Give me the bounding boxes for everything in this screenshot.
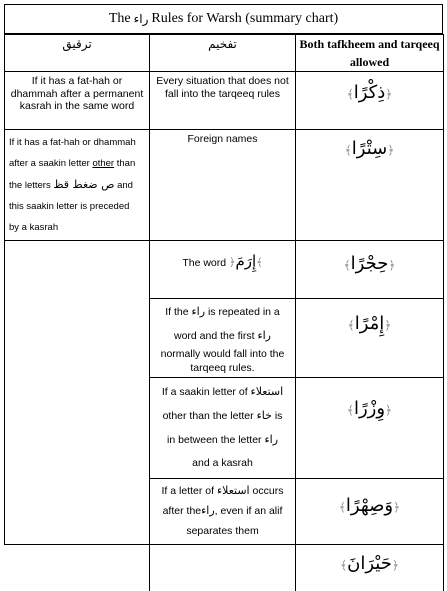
tarqeeq-cell: If it has a fat-hah or dhammah after a saakin letter other than the letters ص ضغط قظ and this saakin letter is preceded by a kasrah xyxy=(5,130,150,241)
both-cell xyxy=(296,545,444,591)
tafkheem-cell: Every situation that does not fall into the tarqeeq rules xyxy=(150,72,296,130)
both-cell xyxy=(296,378,444,479)
rule-row xyxy=(5,241,444,299)
tafkheem-cell: The word ﴿إِرَمَ﴾ xyxy=(150,241,296,299)
header-tarqeeq: ترقيق xyxy=(5,35,150,72)
title-prefix: The xyxy=(108,11,131,26)
tafkheem-cell: If a letter of استعلاء occurs after theراء, even if an alif separates them xyxy=(150,479,296,545)
quran-word: ﴿ذِكْرًا﴾ xyxy=(346,82,393,103)
header-both: Both tafkheem and tarqeeq allowed xyxy=(296,35,444,72)
tarqeeq-cell-empty xyxy=(5,545,150,591)
rule-row xyxy=(5,130,444,241)
both-cell xyxy=(296,72,444,130)
quran-word: ﴿وِزْرًا﴾ xyxy=(346,398,393,419)
rules-table xyxy=(4,34,444,591)
rule-row xyxy=(5,545,444,591)
both-cell xyxy=(296,479,444,545)
quran-word: ﴿وَصِهْرًا﴾ xyxy=(338,495,401,516)
quran-word: ﴿سِتْرًا﴾ xyxy=(344,138,395,159)
quran-word: ﴿حَيْرَانَ﴾ xyxy=(340,553,399,574)
both-cell xyxy=(296,299,444,378)
title-suffix: Rules for Warsh (summary chart) xyxy=(151,11,339,26)
header-row xyxy=(5,35,444,72)
chart-title xyxy=(4,4,443,34)
tafkheem-cell: If a saakin letter of استعلاء other than the letter خاء is in between the letter راء and a kasrah xyxy=(150,378,296,479)
tafkheem-cell: If the راء is repeated in a word and the first راء normally would fall into the tarqeeq rules. xyxy=(150,299,296,378)
header-tafkheem: تفخيم xyxy=(150,35,296,72)
both-cell xyxy=(296,130,444,241)
tarqeeq-cell: If it has a fat-hah or dhammah after a permanent kasrah in the same word xyxy=(5,72,150,130)
rule-row xyxy=(5,72,444,130)
quran-word: ﴿إِمْرًا﴾ xyxy=(347,313,392,334)
tafkheem-cell-empty xyxy=(150,545,296,591)
title-arabic: راء xyxy=(133,12,149,26)
tarqeeq-cell-empty xyxy=(5,241,150,545)
quran-word: ﴿حِجْرًا﴾ xyxy=(343,253,396,274)
tafkheem-cell: Foreign names xyxy=(150,130,296,241)
summary-chart xyxy=(4,4,443,591)
both-cell xyxy=(296,241,444,299)
